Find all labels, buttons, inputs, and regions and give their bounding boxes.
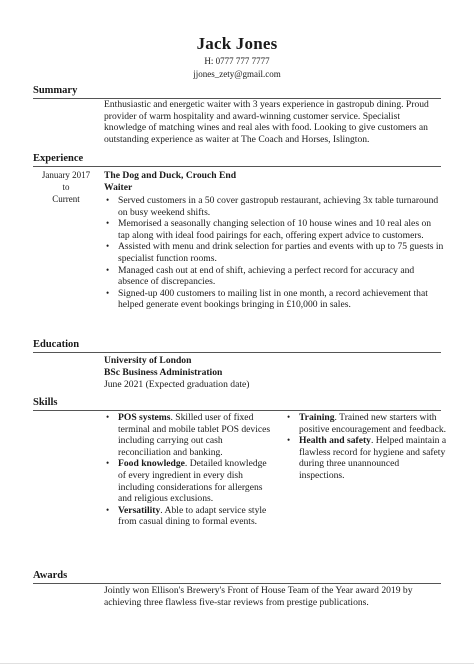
list-item: • Assisted with menu and drink selection for parties and events with up to 75 guests in specialist function rooms. [106,241,444,264]
list-item [104,505,276,528]
summary-text: Enthusiastic and energetic waiter with 3 years experience in gastropub dining. Proud provider of warm hospitality and award-winning customer service. Specialist knowledge of matching wines and real ales with food. Looking to give customers an outstanding experience as waiter at The Coach and Horses, Islington. [104,99,429,145]
skill-name: Health and safety [299,435,371,447]
candidate-name: Jack Jones [196,34,278,53]
skill-description: . Skilled user of fixed terminal and mobile tablet POS devices including carrying out cash reconciliation and banking. [118,412,271,458]
bullet-icon: • [106,458,110,469]
bullet-icon: • [106,241,110,252]
experience-divider [33,166,441,167]
education-divider [33,352,441,353]
list-item: • Served customers in a 50 cover gastropub restaurant, achieving 3x table turnaround on busy weekend shifts. [106,195,439,218]
skill-name: Versatility [118,504,161,516]
list-item: • Signed-up 400 customers to mailing list in one month, a record achievement that helped generate event bookings bringing in £10,000 in sales. [106,287,428,311]
skill-description: . Helped maintain a flawless record for hygiene and safety during three unannounced inspections. [299,435,447,481]
bullet-icon: • [106,287,110,298]
degree-name: BSc Business Administration [104,367,223,378]
bullet-icon: • [106,195,110,205]
bullet-icon: • [287,412,291,422]
list-item: • Managed cash out at end of shift, achieving a perfect record for accuracy and absence of discrepancies. [106,264,415,288]
skill-description: . Trained new starters with positive encouragement and feedback. [299,412,447,435]
phone-number: H: 0777 777 7777 [204,56,270,66]
job-role: Waiter [104,182,133,193]
school-name: University of London [104,355,192,366]
skill-name: POS systems [118,412,171,423]
skills-left-list [104,412,276,528]
experience-date-to: to [62,182,70,192]
bullet-icon: • [106,264,110,275]
skill-description: . Detailed knowledge of every ingredient in every dish including considerations for allergens and religious exclusions. [118,458,267,505]
bullet-icon: • [106,504,110,515]
employer-name: The Dog and Duck, Crouch End [104,170,237,181]
experience-date-start: January 2017 [41,170,91,180]
education-heading: Education [33,339,80,350]
list-item: • Memorised a seasonally changing selection of 10 house wines and 10 real ales on tap along with ideal food pairings for each, offering expert advice to customers. [106,218,432,241]
bullet-icon: • [287,435,291,446]
awards-divider [33,583,441,584]
list-item [285,412,447,435]
skills-heading: Skills [33,397,58,408]
experience-heading: Experience [33,153,84,164]
experience-bullets [104,195,444,311]
summary-heading: Summary [33,85,78,96]
skills-right-list [285,412,447,482]
list-item [104,458,276,504]
skill-name: Food knowledge [118,458,185,470]
awards-heading: Awards [33,570,68,581]
skill-name: Training [299,412,335,423]
bullet-icon: • [106,412,110,422]
awards-text: Jointly won Ellison's Brewery's Front of House Team of the Year award 2019 by achieving three flawless five-star reviews from prestige publications. [104,585,413,608]
bullet-icon: • [106,218,110,229]
list-item [285,435,447,481]
list-item [104,412,276,458]
skills-divider [33,410,441,411]
experience-date-end: Current [52,194,80,204]
email-address: jjones_zety@gmail.com [193,69,281,79]
page-bottom-edge [0,663,474,664]
graduation-date: June 2021 (Expected graduation date) [104,379,250,390]
skill-description: . Able to adapt service style from casual dining to formal events. [118,504,267,528]
